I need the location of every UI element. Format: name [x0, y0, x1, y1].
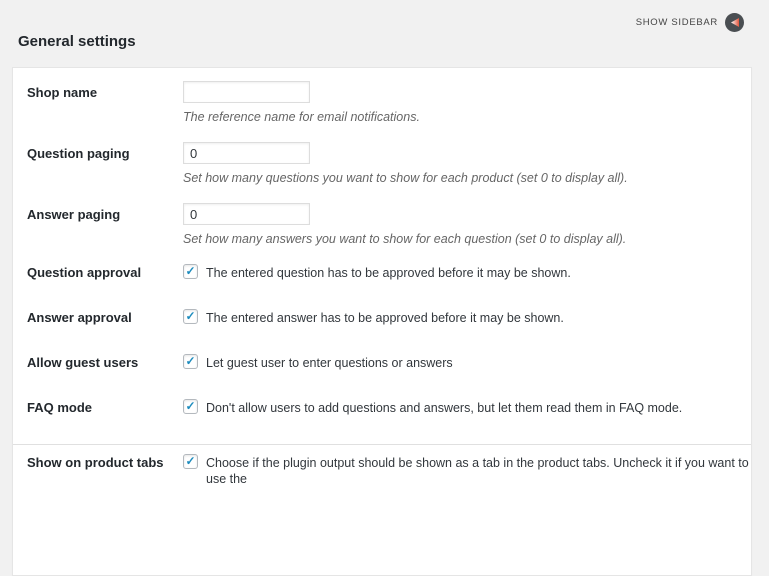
- shop-name-help: The reference name for email notifications.: [183, 110, 420, 124]
- check-icon: ✓: [185, 308, 196, 323]
- answer-paging-help: Set how many answers you want to show for each question (set 0 to display all).: [183, 232, 627, 246]
- collapse-arrow-icon[interactable]: [725, 13, 744, 32]
- page-title: General settings: [18, 33, 136, 50]
- section-divider: [13, 444, 751, 445]
- faq-mode-description[interactable]: Don't allow users to add questions and answers, but let them read them in FAQ mode.: [206, 401, 683, 415]
- general-settings-panel: [12, 67, 752, 576]
- page-header: [0, 0, 769, 67]
- answer-paging-label: Answer paging: [27, 207, 121, 222]
- settings-row-answer-paging: [13, 203, 751, 247]
- faq-mode-option[interactable]: [183, 399, 751, 416]
- show-sidebar-button[interactable]: [636, 13, 744, 32]
- allow-guest-users-checkbox[interactable]: [183, 354, 198, 369]
- show-sidebar-label: SHOW SIDEBAR: [635, 17, 718, 28]
- show-on-product-tabs-checkbox[interactable]: [183, 454, 198, 469]
- faq-mode-label: FAQ mode: [27, 400, 93, 415]
- settings-row-question-paging: [13, 142, 751, 186]
- check-icon: ✓: [185, 398, 196, 413]
- allow-guest-users-option[interactable]: [183, 354, 751, 371]
- shop-name-input[interactable]: [183, 81, 310, 103]
- settings-row-show-on-product-tabs: [13, 454, 751, 487]
- check-icon: ✓: [185, 353, 196, 368]
- show-on-product-tabs-description[interactable]: Choose if the plugin output should be shown as a tab in the product tabs. Uncheck it if you want to use the: [206, 456, 749, 486]
- settings-row-answer-approval: [13, 309, 751, 326]
- check-icon: ✓: [185, 453, 196, 468]
- question-paging-label: Question paging: [27, 146, 130, 161]
- show-on-product-tabs-label: Show on product tabs: [27, 455, 164, 470]
- faq-mode-checkbox[interactable]: [183, 399, 198, 414]
- question-paging-help: Set how many questions you want to show for each product (set 0 to display all).: [183, 171, 628, 185]
- settings-row-shop-name: [13, 81, 751, 125]
- question-approval-label: Question approval: [27, 265, 142, 280]
- question-approval-option[interactable]: [183, 264, 751, 281]
- allow-guest-users-description[interactable]: Let guest user to enter questions or answers: [206, 356, 453, 370]
- question-approval-description[interactable]: The entered question has to be approved before it may be shown.: [206, 266, 571, 280]
- settings-row-faq-mode: [13, 399, 751, 416]
- answer-approval-label: Answer approval: [27, 310, 132, 325]
- question-approval-checkbox[interactable]: [183, 264, 198, 279]
- settings-row-allow-guest-users: [13, 354, 751, 371]
- show-on-product-tabs-option[interactable]: [183, 454, 751, 487]
- answer-approval-checkbox[interactable]: [183, 309, 198, 324]
- answer-approval-description[interactable]: The entered answer has to be approved before it may be shown.: [206, 311, 564, 325]
- settings-row-question-approval: [13, 264, 751, 281]
- answer-paging-input[interactable]: [183, 203, 310, 225]
- answer-approval-option[interactable]: [183, 309, 751, 326]
- allow-guest-users-label: Allow guest users: [27, 355, 139, 370]
- shop-name-label: Shop name: [27, 85, 98, 100]
- check-icon: ✓: [185, 263, 196, 278]
- question-paging-input[interactable]: [183, 142, 310, 164]
